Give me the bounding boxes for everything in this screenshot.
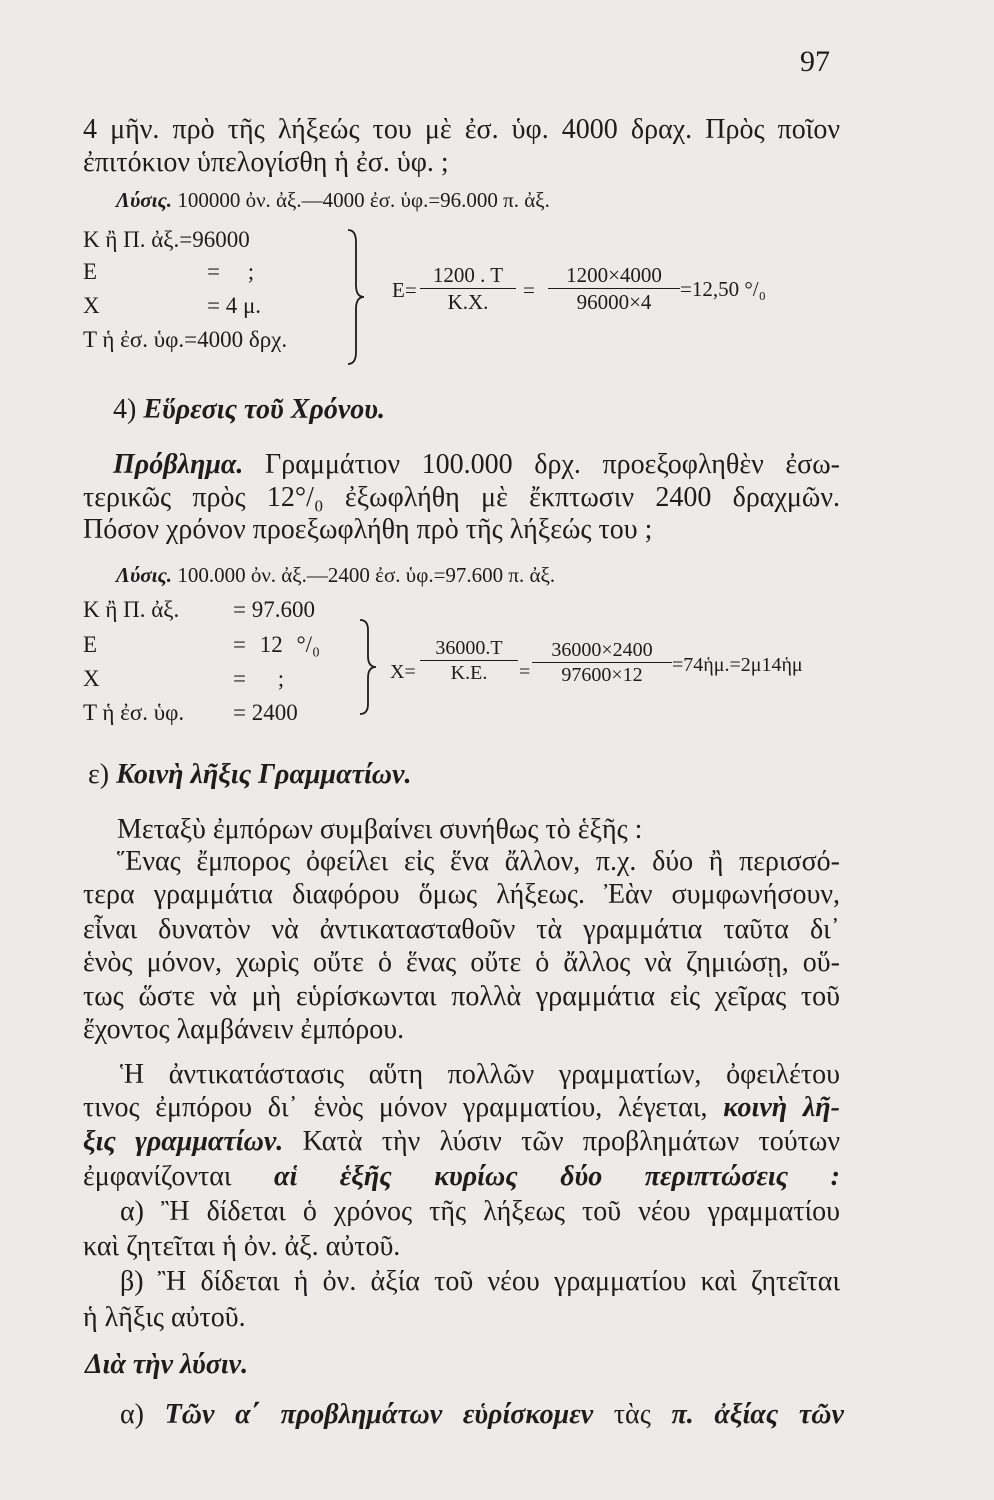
- paragraph-3-line-4: [83, 1161, 840, 1193]
- case-a-line-2: καὶ ζητεῖται ἡ ὀν. ἀξ. αὐτοῦ.: [83, 1231, 401, 1262]
- given-2-4-value: = 2400: [233, 700, 298, 725]
- last-line-text: τὰς: [593, 1399, 672, 1430]
- section-4-number: 4): [113, 394, 137, 425]
- given-1-3-symbol: Χ: [83, 293, 100, 318]
- given-1-2-symbol: Ε: [83, 259, 98, 284]
- paragraph-3-line-2-text: τινος ἐμπόρου δι᾽ ἑνὸς μόνον γραμματίου, λέγεται,: [83, 1092, 724, 1123]
- given-2-1-symbol: Κ ἢ Π. ἀξ.: [83, 597, 180, 622]
- formula-1-numerator-2: 1200×4000: [548, 262, 680, 289]
- brace-1: [344, 228, 368, 368]
- paragraph-3-line-2: [83, 1092, 840, 1124]
- formula-1-fraction-1: [420, 262, 516, 315]
- given-2-4-symbol: Τ ἡ ἐσ. ὑφ.: [83, 700, 185, 725]
- paragraph-3-line-4-emphasis: αἱ ἑξῆς κυρίως δύο περιπτώσεις :: [273, 1161, 840, 1192]
- formula-2-denominator-1: Κ.Ε.: [450, 662, 488, 684]
- last-line: [120, 1399, 844, 1431]
- section-4-title: Εὕρεσις τοῦ Χρόνου.: [143, 394, 385, 425]
- intro-line-2: ἐπιτόκιον ὑπελογίσθη ἡ ἐσ. ὑφ. ;: [83, 147, 449, 178]
- problem-label: Πρόβλημα.: [113, 449, 244, 480]
- term-common-maturity-2: ξις γραμματίων.: [83, 1126, 284, 1157]
- given-2-1-value: = 97.600: [233, 597, 315, 622]
- intro-line-1: 4 μῆν. πρὸ τῆς λήξεώς του μὲ ἐσ. ὑφ. 4000 δραχ. Πρὸς ποῖον: [83, 114, 840, 145]
- formula-2-result: =74ἡμ.=2μ14ἡμ: [672, 654, 803, 676]
- solution-2-header: [116, 562, 816, 588]
- formula-1-fraction-2: [548, 262, 680, 315]
- paragraph-3-line-3: [83, 1126, 840, 1158]
- solution-1-text: 100000 ὀν. ἀξ.—4000 ἐσ. ὑφ.=96.000 π. ἀξ.: [177, 188, 550, 212]
- brace-2: [356, 618, 380, 718]
- solution-1-label: Λύσις.: [116, 188, 173, 212]
- last-line-marker: α): [120, 1399, 165, 1430]
- page-number: 97: [800, 45, 830, 78]
- paragraph-2-line-5: τως ὥστε νὰ μὴ εὑρίσκωνται πολλὰ γραμμάτια εἰς χεῖρας τοῦ: [83, 981, 840, 1012]
- paragraph-1: Μεταξὺ ἐμπόρων συμβαίνει συνήθως τὸ ἑξῆς :: [117, 814, 643, 845]
- given-2-3-value: = ;: [233, 666, 285, 691]
- given-1-1: Κ ἢ Π. ἀξ.=96000: [83, 227, 250, 252]
- paragraph-3-line-3-text: Κατὰ τὴν λύσιν τῶν προβλημάτων τούτων: [283, 1126, 841, 1157]
- given-1-4: Τ ἡ ἐσ. ὑφ.=4000 δρχ.: [83, 327, 288, 352]
- given-1-2-value: = ;: [207, 259, 255, 284]
- formula-2-fraction-1: [420, 636, 518, 685]
- solution-2-label: Λύσις.: [116, 563, 173, 587]
- solution-2-text: 100.000 ὀν. ἀξ.—2400 ἐσ. ὑφ.=97.600 π. ἀξ.: [177, 563, 556, 587]
- paragraph-2-line-1: Ἕνας ἔμπορος ὀφείλει εἰς ἕνα ἄλλον, π.χ. δύο ἢ περισσό-: [117, 846, 840, 877]
- formula-2-lhs: Χ=: [390, 661, 416, 683]
- section-4-heading: [113, 394, 713, 426]
- given-2-2-value: = 12 °/₀: [233, 632, 321, 657]
- paragraph-3-line-1: Ἡ ἀντικατάστασις αὕτη πολλῶν γραμματίων, ὀφειλέτου: [120, 1059, 840, 1090]
- problem-line-2: τερικῶς πρὸς 12°/₀ ἐξωφλήθη μὲ ἔκπτωσιν 2400 δραχμῶν.: [83, 482, 840, 513]
- section-e-heading: [88, 759, 688, 791]
- problem-line-1-text: Γραμμάτιον 100.000 δρχ. προεξοφληθὲν ἐσω-: [265, 449, 841, 480]
- paragraph-2-line-4: ἑνὸς μόνον, χωρὶς οὔτε ὁ ἕνας οὔτε ὁ ἄλλος νὰ ζημιώσῃ, οὕ-: [83, 947, 840, 978]
- given-2-2-symbol: Ε: [83, 632, 98, 657]
- paragraph-2-line-3: εἶναι δυνατὸν νὰ ἀντικατασταθοῦν τὰ γραμμάτια ταῦτα δι᾽: [83, 914, 840, 945]
- term-common-maturity-1: κοινὴ λῆ-: [723, 1092, 840, 1123]
- solution-1-header: [116, 187, 816, 213]
- formula-1-denominator-1: Κ.Χ.: [447, 290, 489, 314]
- formula-1-equals: =: [523, 278, 535, 302]
- formula-2-numerator-2: 36000×2400: [532, 638, 672, 663]
- section-e-title: Κοινὴ λῆξις Γραμματίων.: [116, 759, 412, 790]
- brace-1-path: [348, 230, 364, 364]
- formula-1-numerator-1: 1200 . Τ: [420, 262, 516, 289]
- formula-1-denominator-2: 96000×4: [576, 290, 652, 314]
- given-1-3-value: = 4 μ.: [207, 293, 262, 318]
- case-b-line-2: ἡ λῆξις αὐτοῦ.: [83, 1302, 246, 1333]
- formula-1-result: =12,50 °/₀: [680, 277, 766, 301]
- formula-2-equals: =: [519, 661, 531, 683]
- last-line-emphasis-2: π. ἀξίας τῶν: [671, 1399, 844, 1430]
- given-2-3-symbol: Χ: [83, 666, 100, 691]
- last-line-emphasis-1: Τῶν α΄ προβλημάτων εὑρίσκομεν: [164, 1399, 594, 1430]
- formula-2-denominator-2: 97600×12: [561, 664, 643, 686]
- case-a-line-1: α) Ἢ δίδεται ὁ χρόνος τῆς λήξεως τοῦ νέου γραμματίου: [120, 1196, 840, 1227]
- paragraph-2-line-6: ἔχοντος λαμβάνειν ἐμπόρου.: [83, 1014, 405, 1045]
- formula-1-lhs: Ε=: [392, 278, 417, 302]
- section-e-number: ε): [88, 759, 110, 790]
- paragraph-2-line-2: τερα γραμμάτια διαφόρου ὅμως λήξεως. Ἐὰν συμφωνήσουν,: [83, 879, 840, 910]
- solution-heading: Διὰ τὴν λύσιν.: [85, 1349, 249, 1380]
- brace-2-path: [360, 620, 376, 714]
- paragraph-3-line-4-text: ἐμφανίζονται: [83, 1161, 274, 1192]
- problem-line-1: [113, 449, 840, 481]
- formula-2-numerator-1: 36000.Τ: [420, 636, 518, 661]
- formula-2-fraction-2: [532, 638, 672, 687]
- problem-line-3: Πόσον χρόνον προεξωφλήθη πρὸ τῆς λήξεώς του ;: [83, 514, 653, 545]
- case-b-line-1: β) Ἢ δίδεται ἡ ὀν. ἀξία τοῦ νέου γραμματίου καὶ ζητεῖται: [120, 1266, 840, 1297]
